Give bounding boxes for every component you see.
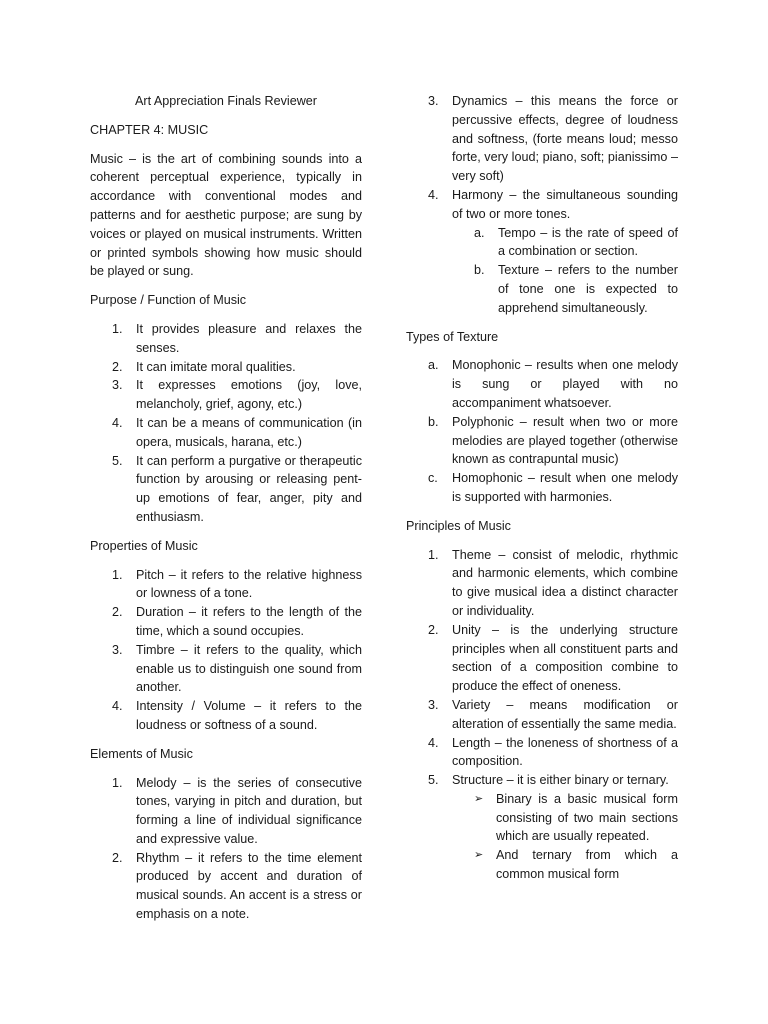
music-definition: Music – is the art of combining sounds into a coherent perceptual experience, typically in accordance with conventional modes and patterns and for aesthetic purpose; are sung by voices or played on musical instruments. Written or printed symbols showing how music should be played or sung. (90, 151, 362, 279)
list-marker: 4. (428, 735, 439, 750)
list-text: And ternary from which a common musical form (496, 848, 678, 882)
list-text: Pitch – it refers to the relative highness or lowness of a tone. (136, 567, 362, 601)
list-text: Tempo – is the rate of speed of a combination or section. (498, 225, 678, 259)
purpose-heading: Purpose / Function of Music (90, 293, 247, 308)
list-marker: 1. (112, 567, 123, 582)
list-item (406, 696, 678, 734)
list-text: Harmony – the simultaneous sounding of two or more tones. (452, 187, 678, 221)
list-marker: 5. (428, 773, 439, 788)
list-item (406, 469, 678, 507)
list-item (90, 774, 362, 849)
structure-sub-list (406, 790, 678, 884)
list-marker: 1. (428, 547, 439, 562)
list-marker: 3. (112, 642, 123, 657)
list-marker: 1. (112, 775, 123, 790)
elements-list-part1 (90, 774, 362, 924)
list-item (90, 414, 362, 452)
list-item (406, 790, 678, 846)
list-item (406, 261, 678, 317)
list-text: Monophonic – results when one melody is sung or played with no accompaniment whatsoever. (452, 358, 678, 410)
list-text: Melody – is the series of consecutive tones, varying in pitch and duration, but forming a line of individual significance and expressive value. (136, 775, 362, 846)
list-marker: 3. (112, 378, 123, 393)
chapter-heading: CHAPTER 4: MUSIC (90, 122, 209, 137)
list-marker: 5. (112, 453, 123, 468)
list-marker: a. (474, 225, 485, 240)
list-item (406, 734, 678, 772)
list-text: Texture – refers to the number of tone one is expected to apprehend simultaneously. (498, 263, 678, 315)
properties-list (90, 566, 362, 735)
list-marker: 3. (428, 94, 439, 108)
properties-heading: Properties of Music (90, 538, 198, 553)
list-text: It expresses emotions (joy, love, melancholy, grief, agony, etc.) (136, 378, 362, 412)
list-text: Rhythm – it refers to the time element produced by accent and duration of musical sounds. An accent is a stress or emphasis on a note. (136, 850, 362, 922)
elements-list-part2 (406, 92, 678, 224)
list-item (406, 413, 678, 469)
list-item (406, 186, 678, 224)
list-text: It can perform a purgative or therapeutic function by arousing or releasing pent-up emotions of fear, anger, pity and enthusiasm. (136, 453, 362, 524)
list-item (406, 224, 678, 262)
list-text: Theme – consist of melodic, rhythmic and harmonic elements, which combine to give musical idea a distinct character or individuality. (452, 547, 678, 618)
list-marker: b. (474, 263, 485, 278)
list-item (90, 849, 362, 924)
list-item (90, 566, 362, 604)
list-marker: 2. (112, 605, 123, 620)
list-marker: 2. (428, 622, 439, 637)
list-text: It can imitate moral qualities. (136, 359, 296, 374)
list-item (406, 771, 678, 790)
list-marker: 3. (428, 697, 439, 712)
list-text: Timbre – it refers to the quality, which enable us to distinguish one sound from another. (136, 642, 362, 695)
list-marker: a. (428, 358, 439, 373)
texture-list (406, 356, 678, 506)
list-item (406, 356, 678, 412)
list-text: Duration – it refers to the length of the time, which a sound occupies. (136, 605, 362, 638)
list-item (90, 358, 362, 377)
purpose-list (90, 320, 362, 527)
list-text: Dynamics – this means the force or percussive effects, degree of loudness and softness, (forte means loud; messo forte, very loud; piano, soft; pianissimo – very soft) (452, 94, 678, 184)
list-item (90, 376, 362, 414)
list-marker: c. (428, 471, 438, 486)
list-text: Structure – it is either binary or ternary. (452, 773, 669, 788)
list-item (90, 603, 362, 641)
list-text: Homophonic – result when one melody is supported with harmonies. (452, 471, 678, 504)
list-marker: b. (428, 414, 439, 429)
list-item (406, 546, 678, 621)
list-item (90, 697, 362, 735)
list-item (406, 621, 678, 696)
list-marker: 2. (112, 359, 123, 374)
list-marker: 2. (112, 850, 123, 865)
list-item (406, 92, 678, 186)
list-text: Intensity / Volume – it refers to the loudness or softness of a sound. (136, 699, 362, 732)
arrow-bullet-icon: ➢ (474, 792, 484, 805)
texture-heading: Types of Texture (406, 329, 499, 344)
list-text: Unity – is the underlying structure principles when all constituent parts and section of a composition combine to produce the effect of oneness. (452, 622, 678, 694)
principles-heading: Principles of Music (406, 518, 511, 533)
list-item (406, 846, 678, 884)
left-column (90, 92, 362, 934)
list-text: It provides pleasure and relaxes the senses. (136, 321, 362, 355)
list-item (90, 320, 362, 358)
list-text: Length – the loneness of shortness of a composition. (452, 735, 678, 769)
list-marker: 4. (112, 699, 123, 714)
list-item (90, 452, 362, 527)
list-text: Polyphonic – result when two or more melodies are played together (otherwise known as contrapuntal music) (452, 414, 678, 467)
document-title: Art Appreciation Finals Reviewer (135, 94, 317, 108)
list-text: It can be a means of communication (in opera, musicals, harana, etc.) (136, 415, 362, 449)
list-marker: 4. (428, 187, 439, 202)
harmony-sub-list (406, 224, 678, 318)
elements-heading: Elements of Music (90, 746, 193, 761)
arrow-bullet-icon: ➢ (474, 849, 484, 862)
list-item (90, 641, 362, 697)
list-marker: 4. (112, 415, 123, 430)
principles-list (406, 546, 678, 790)
list-text: Variety – means modification or alteration of essentially the same media. (452, 697, 678, 731)
list-marker: 1. (112, 321, 123, 336)
list-text: Binary is a basic musical form consisting of two main sections which are usually repeated. (496, 791, 678, 844)
right-column (406, 92, 678, 884)
